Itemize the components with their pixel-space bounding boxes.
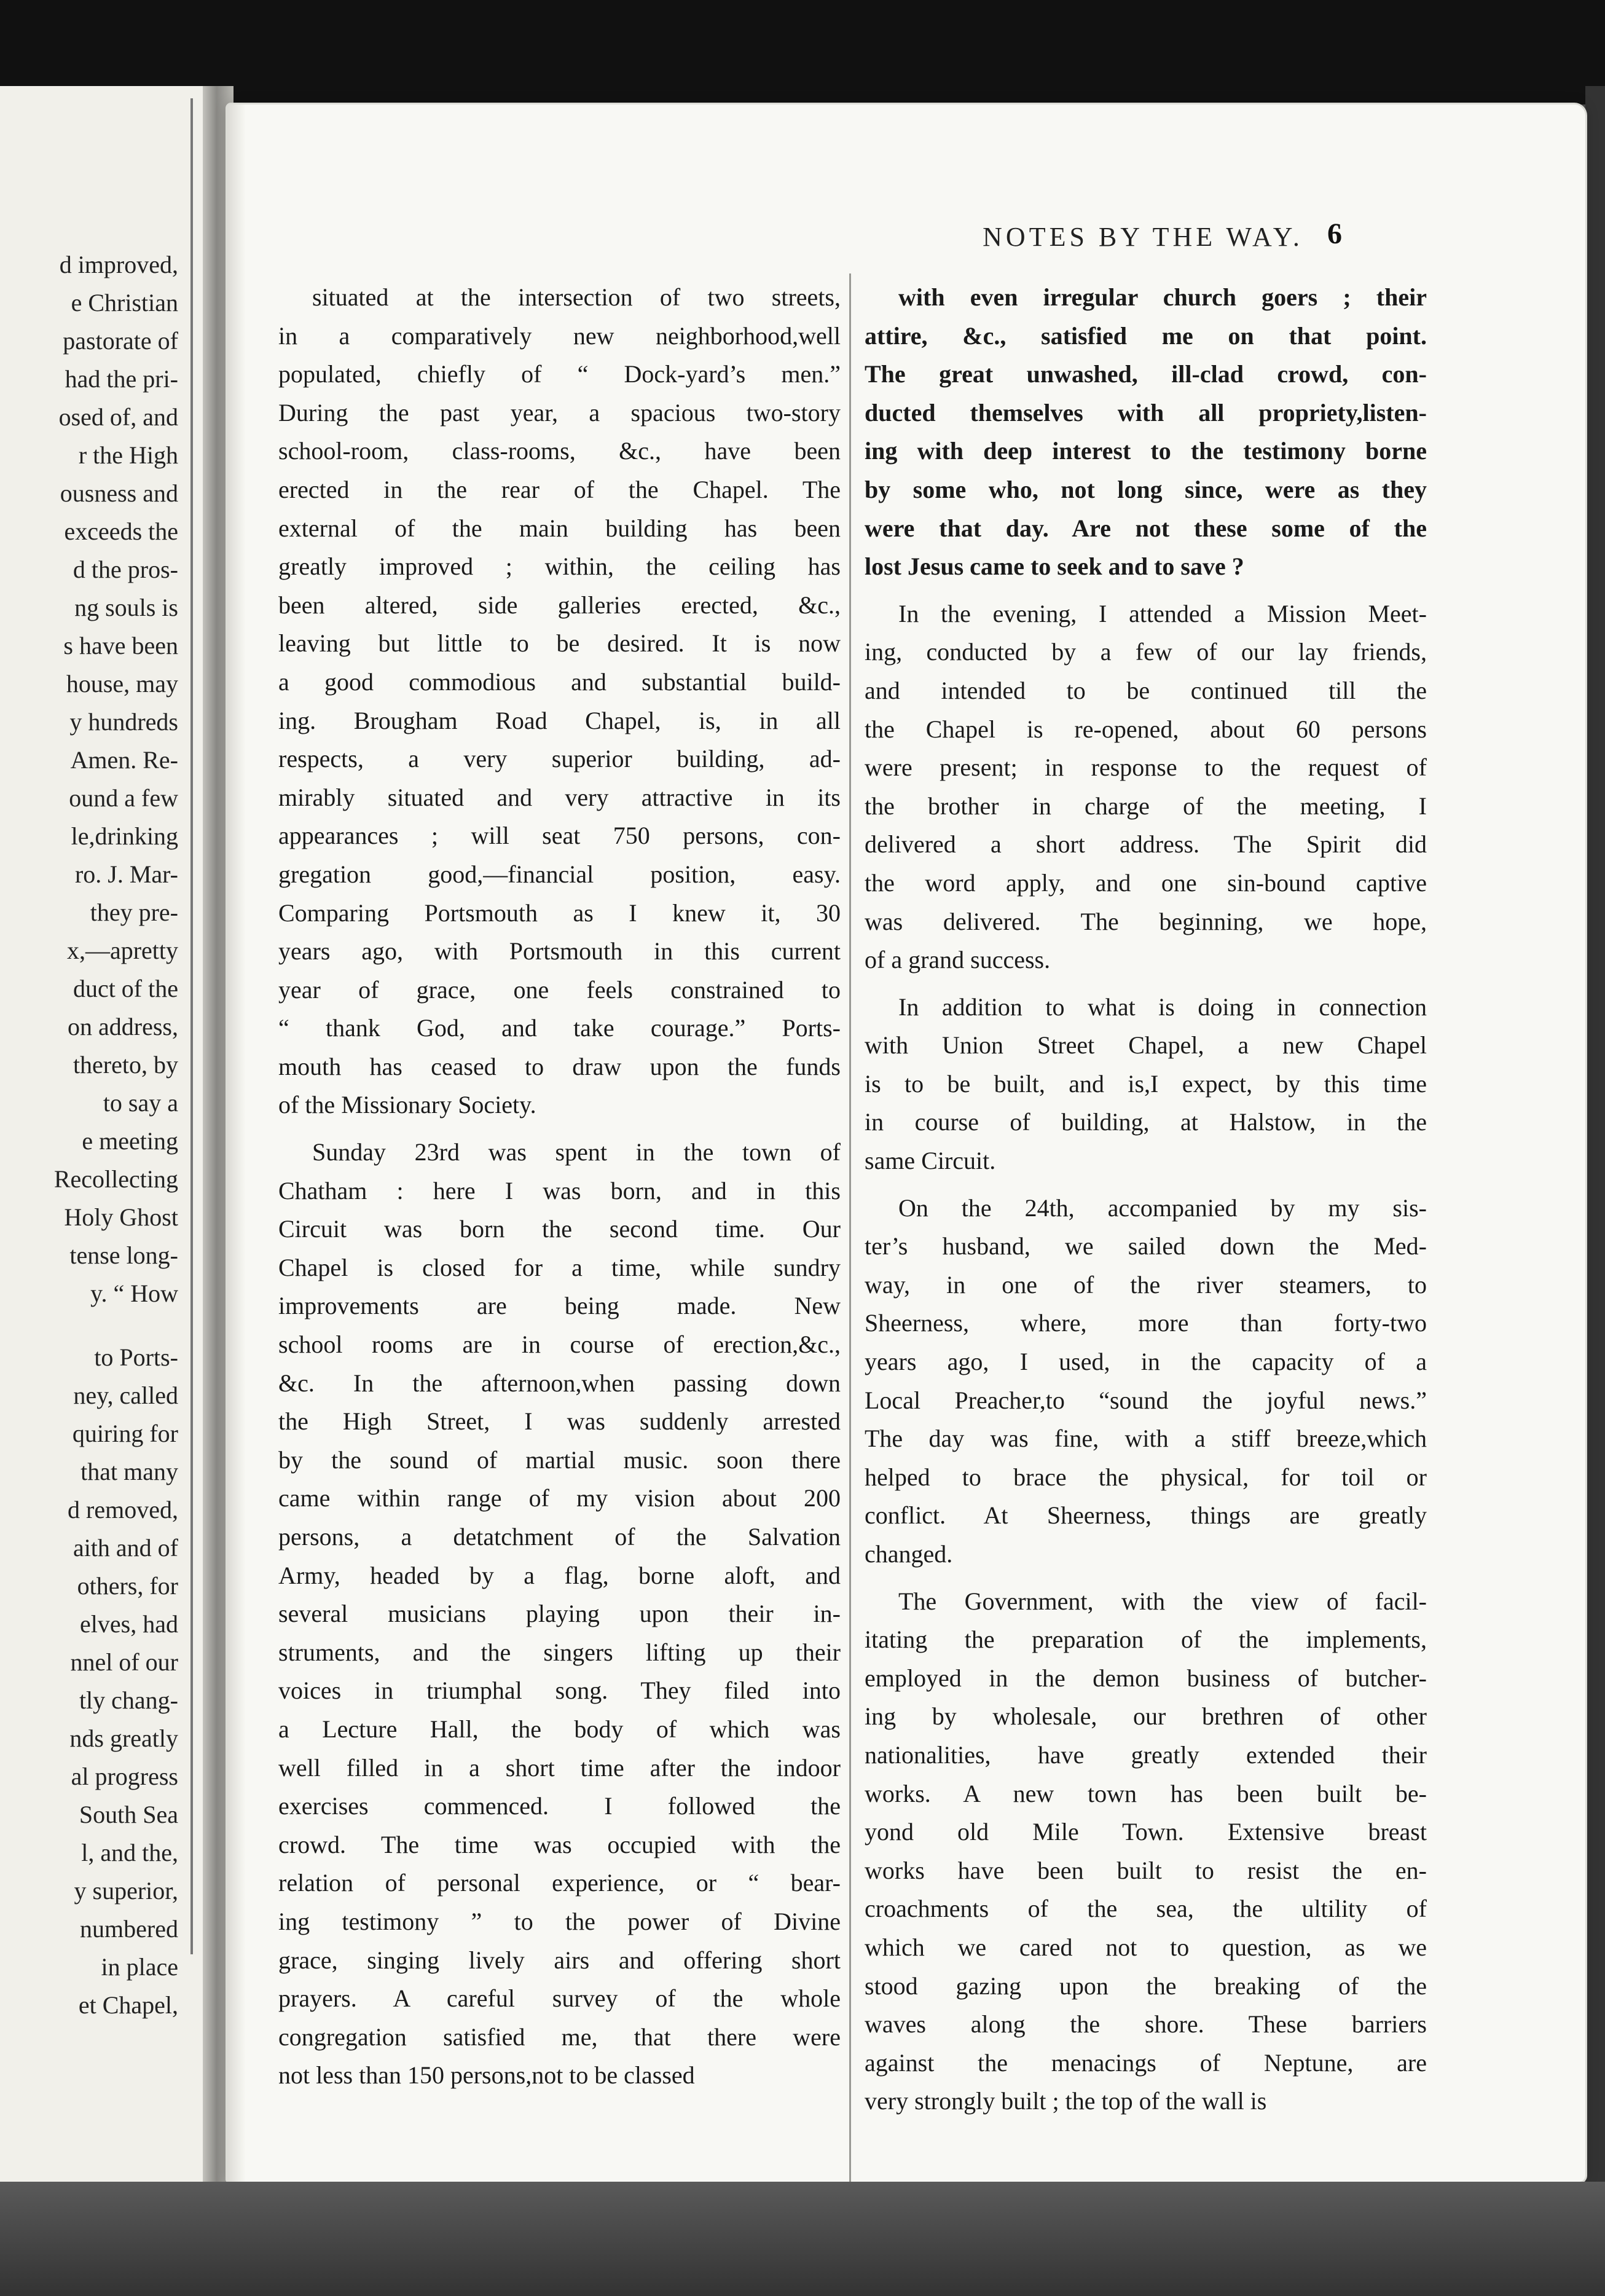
text-line: “ thank God, and take courage.” Ports- [278,1014,841,1042]
previous-page-line: l, and the, [81,1839,178,1866]
text-line: external of the main building has been [278,514,841,542]
text-line: in course of building, at Halstow, in the [865,1108,1427,1136]
paragraph [865,1582,1427,2121]
text-line: is to be built, and is,I expect, by this time [865,1069,1427,1098]
text-line: lost Jesus came to seek and to save ? [865,552,1244,581]
paragraph-gap [278,1125,841,1133]
previous-page-line: on address, [68,1013,178,1040]
text-line: ing by wholesale, our brethren of other [865,1702,1427,1731]
paragraph-gap [865,980,1427,988]
text-line: During the past year, a spacious two-story [278,398,841,427]
previous-page-line: d the pros- [73,556,178,583]
paragraph [278,278,841,1125]
text-line: with Union Street Chapel, a new Chapel [865,1031,1427,1060]
text-line: several musicians playing upon their in- [278,1600,841,1628]
text-line: itating the preparation of the implements, [865,1626,1427,1654]
previous-page-line: Holy Ghost [64,1203,178,1231]
text-line: Local Preacher,to “sound the joyful news.” [865,1386,1427,1414]
text-line: yond old Mile Town. Extensive breast [865,1818,1427,1846]
text-line: The day was fine, with a stiff breeze,which [865,1425,1427,1453]
text-line: by the sound of martial music. soon there [278,1445,841,1474]
previous-page-line: numbered [80,1915,178,1943]
previous-page-line: aith and of [73,1534,178,1562]
previous-page-line: x,—apretty [66,937,178,964]
text-line: changed. [865,1540,953,1568]
previous-page-text [0,246,178,2024]
text-line: ter’s husband, we sailed down the Med- [865,1232,1427,1260]
text-line: the brother in charge of the meeting, I [865,792,1427,820]
text-line: year of grace, one feels constrained to [278,975,841,1004]
text-line: leaving but little to be desired. It is now [278,629,841,658]
text-line: ing, conducted by a few of our lay friends, [865,638,1427,666]
text-line: ing. Brougham Road Chapel, is, in all [278,706,841,734]
previous-page-line: tly chang- [79,1686,178,1714]
text-line: not less than 150 persons,not to be classed [278,2061,695,2090]
previous-page-line: y hundreds [69,708,178,736]
text-line: the High Street, I was suddenly arrested [278,1407,841,1436]
text-line: congregation satisfied me, that there were [278,2023,841,2051]
text-line: In addition to what is doing in connection [898,993,1427,1021]
text-line: croachments of the sea, the ultility of [865,1895,1427,1923]
previous-page-line: ney, called [73,1382,178,1409]
text-line: a Lecture Hall, the body of which was [278,1715,841,1743]
text-line: came within range of my vision about 200 [278,1484,841,1512]
previous-page-line: et Chapel, [78,1991,178,2019]
text-line: same Circuit. [865,1147,996,1175]
text-line: way, in one of the river steamers, to [865,1270,1427,1299]
text-line: exercises commenced. I followed the [278,1792,841,1820]
text-line: Sunday 23rd was spent in the town of [312,1138,841,1166]
text-line: In the evening, I attended a Mission Meet- [898,599,1427,627]
text-line: and intended to be continued till the [865,676,1427,704]
running-head: NOTES BY THE WAY. [983,222,1303,252]
previous-page-line: s have been [63,632,178,659]
text-line: against the menacings of Neptune, are [865,2048,1427,2077]
text-line: On the 24th, accompanied by my sis- [898,1193,1427,1222]
text-line: &c. In the afternoon,when passing down [278,1369,841,1397]
previous-page-line: exceeds the [64,517,178,545]
previous-page-line: had the pri- [65,365,178,393]
text-line: persons, a detatchment of the Salvation [278,1523,841,1551]
text-line: works. A new town has been built be- [865,1779,1427,1807]
previous-page-line: in place [101,1953,178,1981]
scan-border-right [1585,86,1605,2296]
previous-page-line: y. “ How [90,1280,178,1307]
text-line: prayers. A careful survey of the whole [278,1984,841,2013]
text-line: appearances ; will seat 750 persons, con- [278,822,841,850]
text-line: ing testimony ” to the power of Divine [278,1907,841,1935]
paragraph-gap [865,1574,1427,1582]
text-line: mouth has ceased to draw upon the funds [278,1052,841,1080]
previous-page-fragment [0,86,203,2296]
text-line: respects, a very superior building, ad- [278,745,841,773]
text-line: with even irregular church goers ; their [898,283,1427,311]
text-line: which we cared not to question, as we [865,1933,1427,1961]
text-line: crowd. The time was occupied with the [278,1830,841,1858]
paragraph [865,1189,1427,1574]
text-line: years ago, with Portsmouth in this current [278,937,841,965]
text-line: erected in the rear of the Chapel. The [278,475,841,503]
text-line: Circuit was born the second time. Our [278,1215,841,1243]
text-line: gregation good,—financial position, easy. [278,860,841,888]
text-line: The great unwashed, ill-clad crowd, con- [865,360,1427,388]
text-line: works have been built to resist the en- [865,1856,1427,1884]
text-line: ducted themselves with all propriety,listen- [865,398,1427,427]
previous-page-line: duct of the [73,975,178,1002]
previous-page-line: pastorate of [63,327,178,355]
paragraph [865,278,1427,586]
text-line: conflict. At Sheerness, things are greatly [865,1501,1427,1530]
previous-page-line: to Ports- [94,1343,178,1371]
text-line: situated at the intersection of two streets, [312,283,841,311]
previous-page-column-rule [190,98,193,1954]
text-line: of a grand success. [865,946,1051,974]
previous-page-line: ro. J. Mar- [74,860,178,888]
text-line: the Chapel is re-opened, about 60 persons [865,715,1427,743]
previous-page-line: others, for [77,1572,178,1600]
text-line: waves along the shore. These barriers [865,2010,1427,2038]
previous-page-line: nnel of our [70,1648,178,1676]
previous-page-line: house, may [66,670,178,698]
paragraph-gap [865,586,1427,595]
text-line: employed in the demon business of butcher- [865,1664,1427,1692]
previous-page-gap [0,1313,178,1339]
paragraph [865,988,1427,1181]
text-line: were present; in response to the request of [865,753,1427,782]
previous-page-line: ousness and [60,479,178,507]
text-line: were that day. Are not these some of the [865,514,1427,542]
text-line: the word apply, and one sin-bound captive [865,868,1427,897]
paragraph-gap [865,1181,1427,1189]
previous-page-line: r the High [78,441,178,469]
text-line: Comparing Portsmouth as I knew it, 30 [278,898,841,927]
text-line: delivered a short address. The Spirit did [865,830,1427,859]
current-page [227,104,1585,2182]
text-line: Chapel is closed for a time, while sundry [278,1253,841,1281]
text-line: Sheerness, where, more than forty-two [865,1309,1427,1337]
text-line: improvements are being made. New [278,1292,841,1320]
previous-page-line: they pre- [90,898,178,926]
previous-page-line: d improved, [59,251,178,278]
text-line: school rooms are in course of erection,&c., [278,1331,841,1359]
text-line: relation of personal experience, or “ bear- [278,1869,841,1897]
previous-page-line: e Christian [71,289,178,316]
text-line: greatly improved ; within, the ceiling has [278,552,841,581]
text-line: years ago, I used, in the capacity of a [865,1348,1427,1376]
previous-page-line: to say a [103,1089,178,1117]
text-line: Chatham : here I was born, and in this [278,1176,841,1205]
scan-border-top [0,0,1605,104]
previous-page-line: ng souls is [74,594,178,621]
paragraph [278,1133,841,2095]
text-line: populated, chiefly of “ Dock-yard’s men.” [278,360,841,388]
previous-page-line: d removed, [68,1496,178,1523]
text-line: been altered, side galleries erected, &c., [278,591,841,619]
previous-page-line: tense long- [69,1241,178,1269]
text-line: helped to brace the physical, for toil or [865,1463,1427,1491]
text-column-right [865,278,1427,2121]
text-line: The Government, with the view of facil- [898,1587,1427,1615]
previous-page-line: al progress [71,1763,178,1790]
text-line: nationalities, have greatly extended their [865,1740,1427,1769]
page-number: 6 [1327,218,1342,250]
text-line: was delivered. The beginning, we hope, [865,907,1427,935]
text-line: a good commodious and substantial build- [278,667,841,696]
text-line: grace, singing lively airs and offering short [278,1946,841,1974]
text-line: struments, and the singers lifting up their [278,1638,841,1666]
scan-border-bottom [0,2182,1605,2296]
previous-page-line: e meeting [82,1127,178,1155]
text-column-left [278,278,841,2095]
previous-page-line: Recollecting [53,1165,178,1193]
text-line: voices in triumphal song. They filed into [278,1677,841,1705]
previous-page-line: osed of, and [58,403,178,431]
previous-page-line: le,drinking [71,822,178,850]
previous-page-line: that many [80,1458,178,1485]
text-line: Army, headed by a flag, borne aloft, and [278,1561,841,1589]
text-line: very strongly built ; the top of the wall is [865,2087,1267,2115]
text-line: of the Missionary Society. [278,1091,536,1119]
previous-page-line: ound a few [69,784,178,812]
previous-page-line: South Sea [79,1801,178,1828]
text-line: mirably situated and very attractive in its [278,783,841,811]
previous-page-line: thereto, by [73,1051,178,1079]
text-line: ing with deep interest to the testimony borne [865,437,1427,465]
paragraph [865,595,1427,980]
text-line: stood gazing upon the breaking of the [865,1972,1427,2000]
text-line: school-room, class-rooms, &c., have been [278,437,841,465]
previous-page-line: elves, had [80,1610,178,1638]
text-line: well filled in a short time after the indoor [278,1753,841,1782]
page-gutter-shade [227,104,246,2182]
column-rule [849,273,851,2209]
text-line: attire, &c., satisfied me on that point. [865,321,1427,350]
previous-page-line: nds greatly [69,1724,178,1752]
previous-page-line: y superior, [74,1877,178,1905]
text-line: in a comparatively new neighborhood,well [278,321,841,350]
text-line: by some who, not long since, were as they [865,475,1427,503]
previous-page-line: Amen. Re- [70,746,178,774]
previous-page-line: quiring for [72,1420,178,1447]
